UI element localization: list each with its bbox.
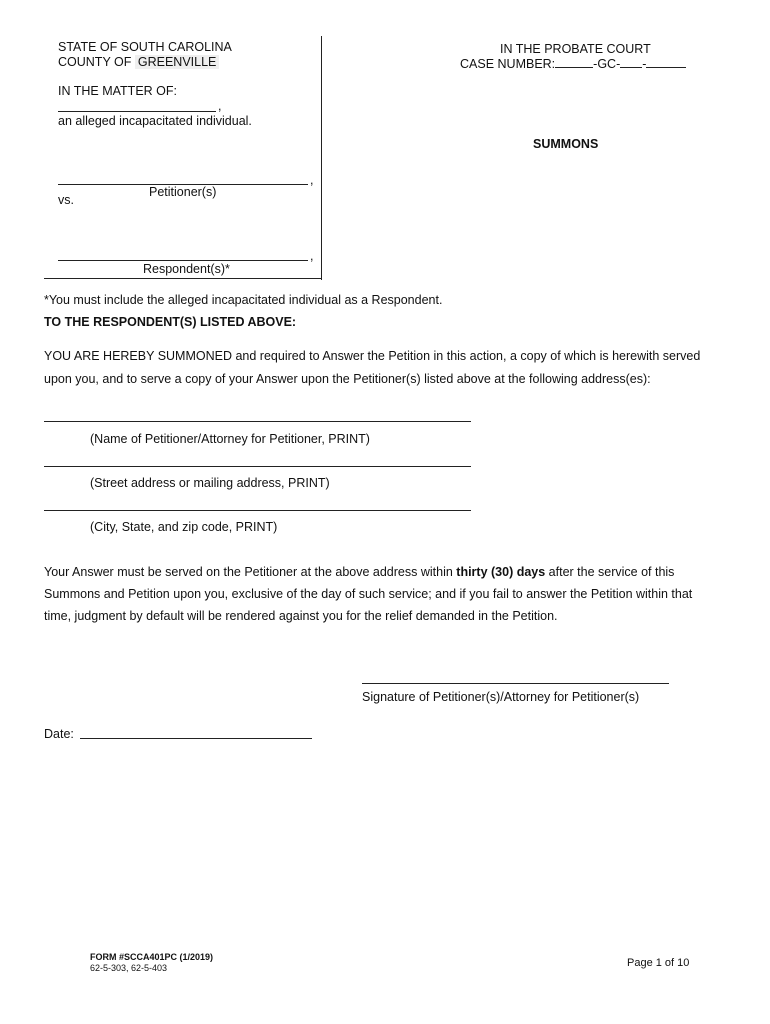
case-sequence-field[interactable]: [646, 67, 686, 68]
petitioner-label: Petitioner(s): [149, 185, 217, 199]
petitioner-name-print-label: (Name of Petitioner/Attorney for Petitioner, PRINT): [90, 432, 370, 446]
signature-label: Signature of Petitioner(s)/Attorney for Petitioner(s): [362, 690, 640, 704]
state-label: STATE OF SOUTH CAROLINA: [58, 40, 232, 54]
signature-field[interactable]: [362, 683, 669, 684]
ward-name-field[interactable]: [58, 111, 216, 112]
thirty-days-emphasis: thirty (30) days: [456, 565, 546, 579]
date-label: Date:: [44, 727, 74, 741]
vs-label: vs.: [58, 193, 74, 207]
answer-line-2: Summons and Petition upon you, exclusive of the day of such service; and if you fail to answer the Petition within that: [44, 587, 693, 601]
case-gc: -GC-: [593, 57, 621, 71]
case-type-field[interactable]: [620, 67, 642, 68]
answer-line-1: [44, 565, 674, 579]
county-line: [58, 55, 219, 69]
petitioner-name-print-field[interactable]: [44, 421, 471, 422]
caption-divider: [321, 36, 322, 280]
city-state-zip-label: (City, State, and zip code, PRINT): [90, 520, 278, 534]
street-address-label: (Street address or mailing address, PRINT): [90, 476, 330, 490]
incapacitated-label: an alleged incapacitated individual.: [58, 114, 252, 128]
date-field[interactable]: [80, 738, 312, 739]
to-respondents-heading: TO THE RESPONDENT(S) LISTED ABOVE:: [44, 315, 297, 329]
street-address-field[interactable]: [44, 466, 471, 467]
form-id: FORM #SCCA401PC (1/2019): [90, 952, 214, 962]
answer-line-1-start: Your Answer must be served on the Petitioner at the above address within: [44, 565, 457, 579]
respondent-name-field[interactable]: [58, 260, 308, 261]
statutes: 62-5-303, 62-5-403: [90, 963, 168, 973]
matter-label: IN THE MATTER OF:: [58, 84, 177, 98]
caption-bottom-rule: [44, 278, 322, 279]
court-label: IN THE PROBATE COURT: [500, 42, 651, 56]
page-number: Page 1 of 10: [627, 957, 690, 969]
ward-comma: ,: [218, 99, 222, 113]
case-number-label: CASE NUMBER:: [460, 57, 556, 71]
summons-line-2: upon you, and to serve a copy of your Answer upon the Petitioner(s) listed above at the following address(es):: [44, 372, 651, 386]
respondent-comma: ,: [310, 249, 314, 263]
respondent-note: *You must include the alleged incapacitated individual as a Respondent.: [44, 293, 443, 307]
answer-line-3: time, judgment by default will be rendered against you for the relief demanded in the Petition.: [44, 609, 558, 623]
case-number-line: [460, 57, 686, 71]
summons-line-1: YOU ARE HEREBY SUMMONED and required to Answer the Petition in this action, a copy of which is herewith served: [44, 349, 701, 363]
answer-line-1-end: after the service of this: [545, 565, 675, 579]
petitioner-comma: ,: [310, 173, 314, 187]
respondent-label: Respondent(s)*: [143, 262, 230, 276]
county-label: COUNTY OF: [58, 55, 132, 69]
county-field[interactable]: GREENVILLE: [135, 55, 220, 69]
case-dash: -: [642, 57, 647, 71]
summons-title: SUMMONS: [533, 137, 599, 151]
case-year-field[interactable]: [555, 67, 593, 68]
city-state-zip-field[interactable]: [44, 510, 471, 511]
